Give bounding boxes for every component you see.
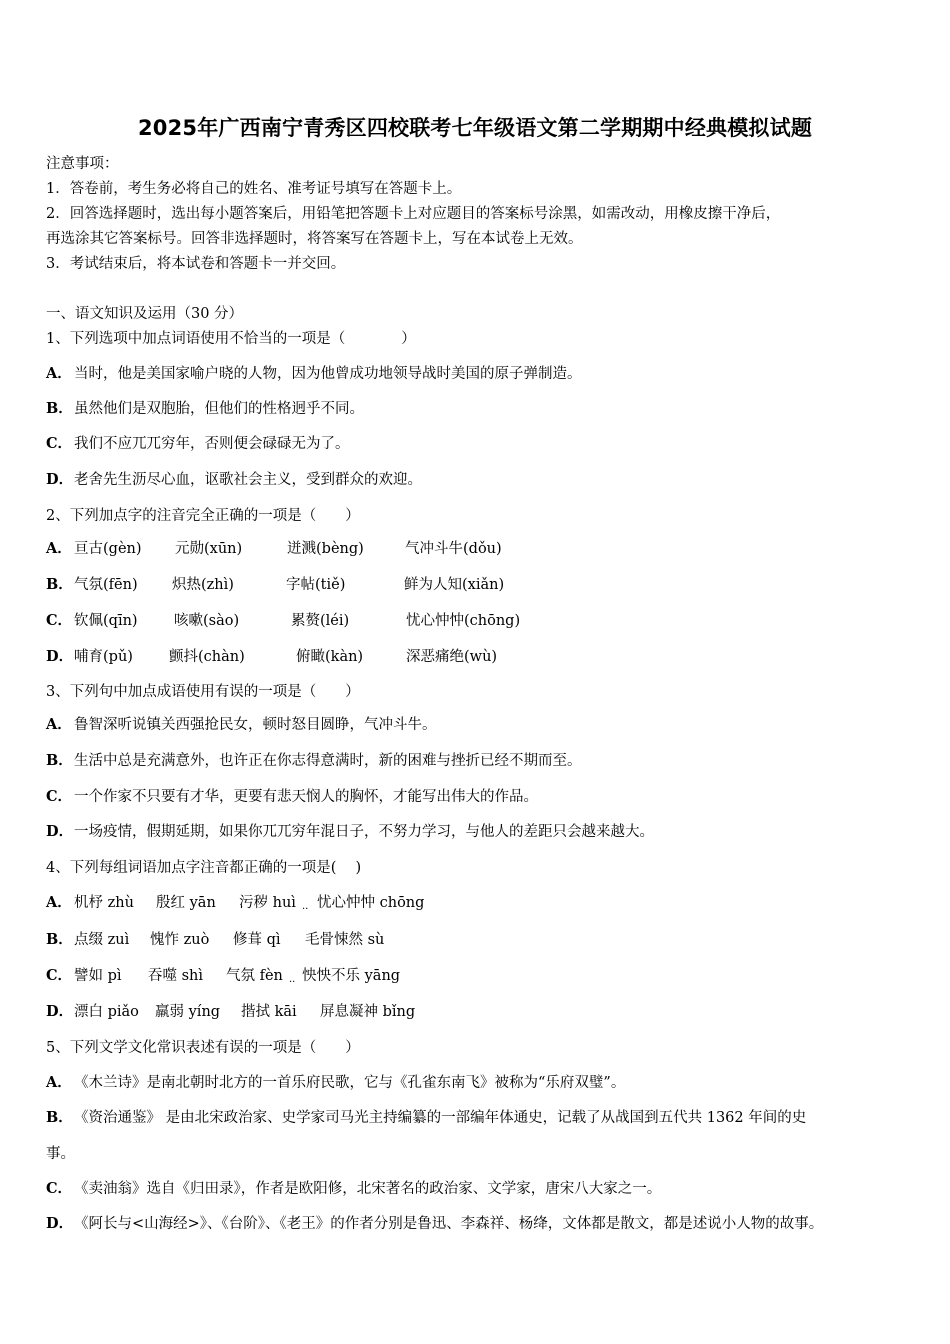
question-1-option-b (46, 397, 364, 418)
question-2-option-b (46, 573, 74, 594)
pinyin-item: 迸溅(bèng) (287, 541, 364, 557)
pinyin-item: 颤抖(chàn) (169, 649, 245, 665)
option-text: 《卖油翁》选自《归田录》，作者是欧阳修，北宋著名的政治家、文学家，唐宋八大家之一。 (74, 1181, 662, 1197)
pinyin-item: 气冲斗牛(dǒu) (405, 541, 502, 557)
section-heading: 一、语文知识及运用（30 分） (46, 306, 244, 322)
option-label: B． (46, 1109, 73, 1126)
question-2-option-a (46, 537, 74, 558)
pinyin-item: 累赘(léi) (291, 613, 350, 629)
option-label: C． (46, 612, 73, 629)
question-4-option-a (46, 891, 74, 912)
question-1-option-a (46, 362, 582, 383)
pinyin-item: 钦佩(qīn) (74, 613, 138, 629)
notice-item-1: 1．答卷前，考生务必将自己的姓名、准考证号填写在答题卡上。 (46, 181, 462, 197)
question-5-option-b (46, 1106, 806, 1127)
pinyin-item: 毛骨悚然 sù (305, 932, 385, 948)
option-label: C． (46, 1180, 73, 1197)
option-text: 《阿长与<山海经>》、《台阶》、《老王》的作者分别是鲁迅、李森祥、杨绛，文体都是散文，都是述说小人物的故事。 (74, 1216, 824, 1232)
option-label: D． (46, 648, 74, 665)
option-text: 鲁智深听说镇关西强抢民女，顿时怒目圆睁，气冲斗牛。 (74, 717, 437, 733)
question-1-stem-close: ） (401, 331, 416, 347)
notice-item-3: 3．考试结束后，将本试卷和答题卡一并交回。 (46, 256, 346, 272)
pinyin-item: 揩拭 kāi (241, 1004, 297, 1020)
question-4-option-c (46, 964, 74, 985)
option-text: 事。 (46, 1146, 75, 1162)
option-label: A． (46, 1074, 72, 1091)
option-text: 我们不应兀兀穷年，否则便会碌碌无为了。 (74, 436, 350, 452)
question-1-stem-text: 1、下列选项中加点词语使用不恰当的一项是（ (46, 331, 346, 347)
pinyin-item: 譬如 pì (74, 968, 122, 984)
pinyin-item: 俯瞰(kàn) (296, 649, 364, 665)
question-1-stem (46, 327, 416, 348)
question-2-option-d (46, 645, 74, 666)
option-label: B． (46, 752, 73, 769)
question-2-stem: 2、下列加点字的注音完全正确的一项是（ ） (46, 508, 360, 524)
pinyin-item: 忧心忡忡 chōng (317, 895, 425, 911)
option-text: 当时，他是美国家喻户晓的人物，因为他曾成功地领导战时美国的原子弹制造。 (74, 366, 582, 382)
emphasis-dots: ·· (302, 904, 309, 915)
pinyin-item: 元勋(xūn) (175, 541, 243, 557)
option-text: 生活中总是充满意外，也许正在你志得意满时，新的困难与挫折已经不期而至。 (74, 753, 582, 769)
pinyin-item: 咳嗽(sào) (174, 613, 240, 629)
pinyin-item: 忧心忡忡(chōng) (406, 613, 521, 629)
option-label: C． (46, 435, 73, 452)
notice-item-2-cont: 再选涂其它答案标号。回答非选择题时，将答案写在答题卡上，写在本试卷上无效。 (46, 231, 583, 247)
pinyin-item: 哺育(pǔ) (74, 649, 133, 665)
option-text: 《资治通鉴》 是由北宋政治家、史学家司马光主持编纂的一部编年体通史，记载了从战国到五代共 1362 年间的史 (74, 1110, 807, 1126)
question-4-option-d (46, 1000, 74, 1021)
option-text: 虽然他们是双胞胎，但他们的性格迥乎不同。 (74, 401, 364, 417)
emphasis-dots: ·· (289, 977, 296, 988)
pinyin-item: 怏怏不乐 yāng (302, 968, 401, 984)
pinyin-item: 字帖(tiě) (286, 577, 346, 593)
option-label: D． (46, 1215, 74, 1232)
question-5-option-d (46, 1212, 823, 1233)
pinyin-item: 气氛 fèn (226, 968, 283, 984)
pinyin-item: 羸弱 yíng (155, 1004, 221, 1020)
notice-heading: 注意事项： (46, 156, 119, 172)
pinyin-item: 污秽 huì (239, 895, 296, 911)
option-text: 一个作家不只要有才华，更要有悲天悯人的胸怀，才能写出伟大的作品。 (74, 789, 538, 805)
question-5-option-c (46, 1177, 661, 1198)
option-text: 一场疫情，假期延期，如果你兀兀穷年混日子，不努力学习，与他人的差距只会越来越大。 (74, 824, 654, 840)
option-label: A． (46, 894, 72, 911)
question-3-option-a (46, 713, 437, 734)
option-label: A． (46, 540, 72, 557)
pinyin-item: 机杼 zhù (74, 895, 134, 911)
option-label: B． (46, 400, 73, 417)
question-3-option-b (46, 749, 582, 770)
page-title: 2025年广西南宁青秀区四校联考七年级语文第二学期期中经典模拟试题 (137, 116, 813, 140)
question-5-stem: 5、下列文学文化常识表述有误的一项是（ ） (46, 1040, 360, 1056)
option-label: C． (46, 967, 73, 984)
option-label: B． (46, 931, 73, 948)
pinyin-item: 气氛(fēn) (74, 577, 138, 593)
option-label: A． (46, 716, 72, 733)
pinyin-item: 漂白 piǎo (74, 1004, 139, 1020)
question-3-option-c (46, 785, 538, 806)
pinyin-item: 炽热(zhì) (172, 577, 234, 593)
pinyin-item: 亘古(gèn) (74, 541, 142, 557)
option-label: B． (46, 576, 73, 593)
option-label: D． (46, 471, 74, 488)
notice-item-2: 2．回答选择题时，选出每小题答案后，用铅笔把答题卡上对应题目的答案标号涂黑，如需改动，用橡皮擦干净后， (46, 206, 781, 222)
question-3-option-d (46, 820, 654, 841)
question-1-option-d (46, 468, 422, 489)
pinyin-item: 深恶痛绝(wù) (406, 649, 498, 665)
pinyin-item: 吞噬 shì (148, 968, 204, 984)
option-label: C． (46, 788, 73, 805)
question-5-option-a (46, 1071, 625, 1092)
pinyin-item: 屏息凝神 bǐng (320, 1004, 416, 1020)
question-4-option-b (46, 928, 74, 949)
question-2-option-c (46, 609, 74, 630)
option-text: 《木兰诗》是南北朝时北方的一首乐府民歌，它与《孔雀东南飞》被称为“乐府双璧”。 (74, 1075, 626, 1091)
pinyin-item: 修葺 qì (233, 932, 281, 948)
question-3-stem: 3、下列句中加点成语使用有误的一项是（ ） (46, 684, 360, 700)
pinyin-item: 殷红 yān (156, 895, 216, 911)
option-label: D． (46, 1003, 74, 1020)
question-5-option-b-cont (46, 1142, 75, 1163)
pinyin-item: 点缀 zuì (74, 932, 130, 948)
question-4-stem: 4、下列每组词语加点字注音都正确的一项是( ) (46, 860, 362, 876)
pinyin-item: 鲜为人知(xiǎn) (404, 577, 505, 593)
question-1-option-c (46, 432, 350, 453)
pinyin-item: 愧怍 zuò (150, 932, 210, 948)
option-text: 老舍先生沥尽心血，讴歌社会主义，受到群众的欢迎。 (74, 472, 422, 488)
option-label: A． (46, 365, 72, 382)
option-label: D． (46, 823, 74, 840)
